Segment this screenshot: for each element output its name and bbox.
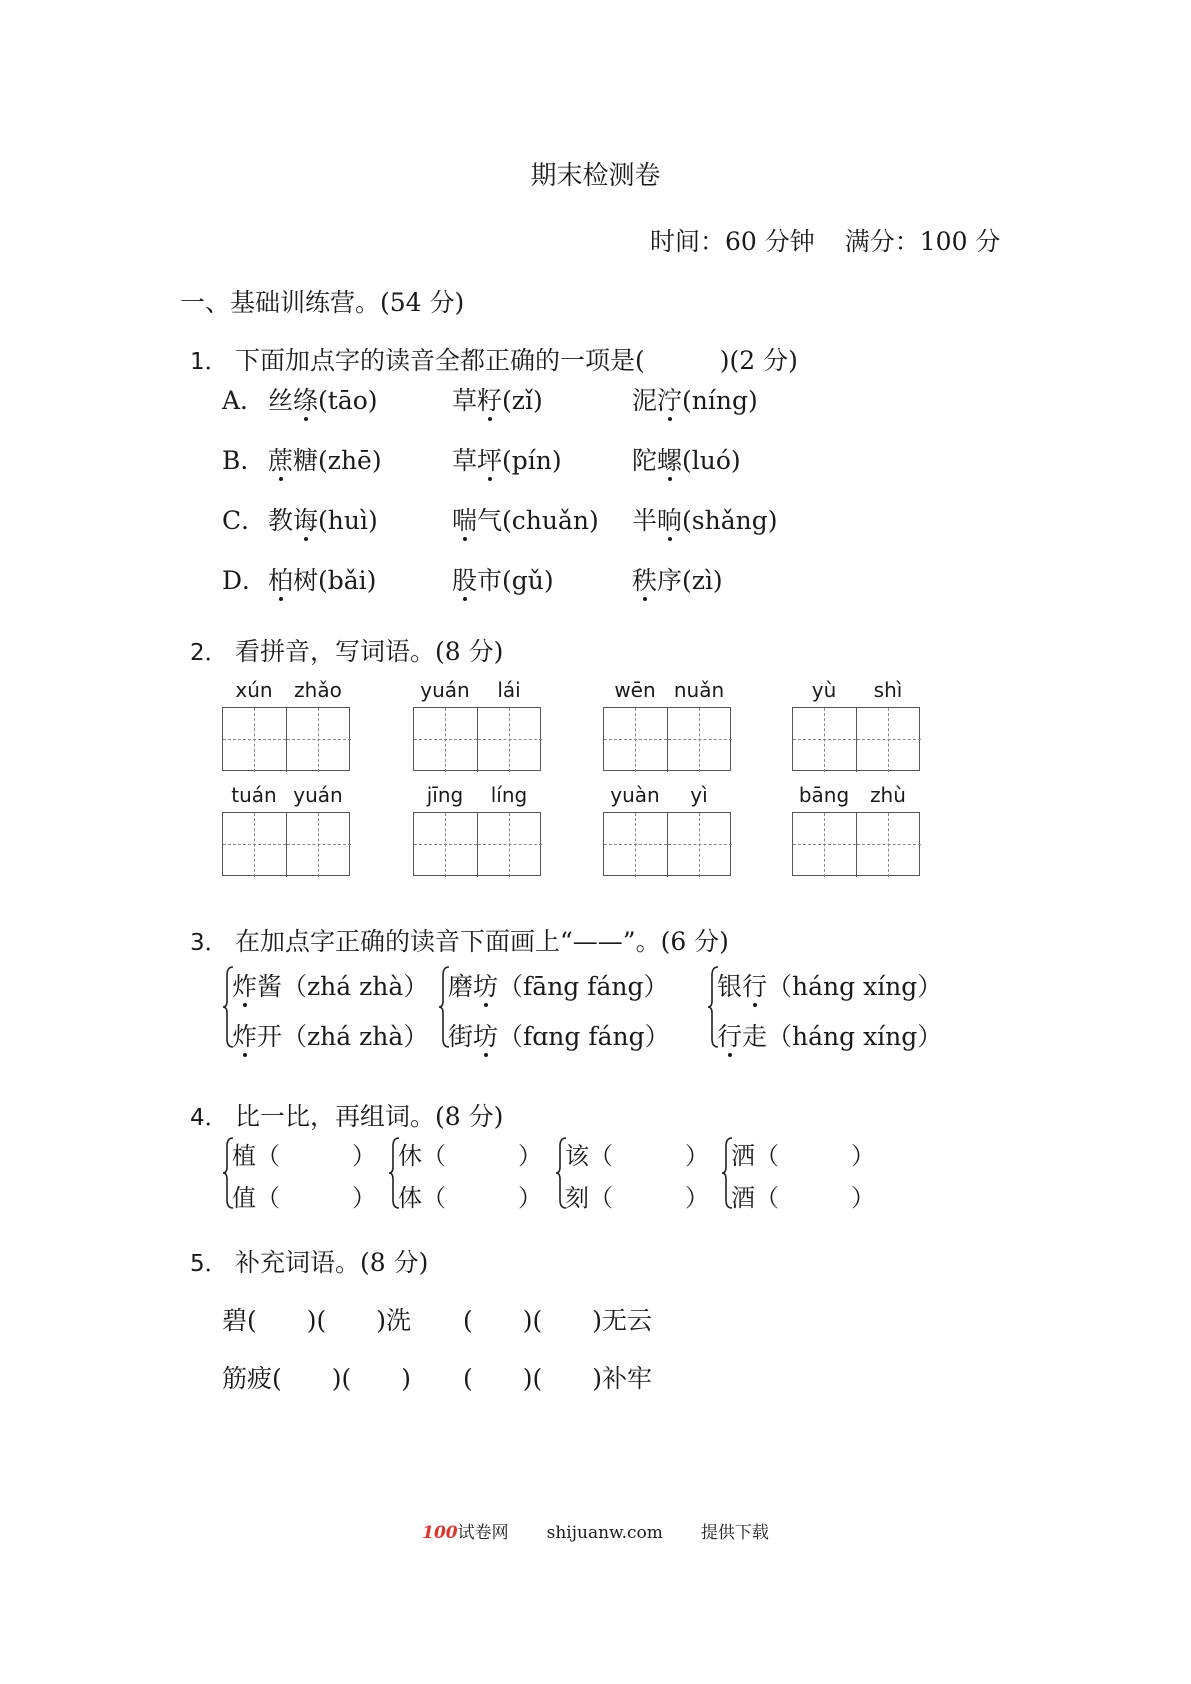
writing-grid[interactable] <box>792 707 920 771</box>
reading-item[interactable] <box>717 967 942 1003</box>
download-note: 提供下载 <box>700 1523 769 1543</box>
dotted-char: 绦 <box>293 386 319 415</box>
grid-cell[interactable] <box>287 708 351 772</box>
question-number: 3． <box>190 930 228 956</box>
grid-guide <box>824 708 825 772</box>
question-3 <box>190 922 729 958</box>
option-word <box>452 561 554 597</box>
word-text: (shǎng) <box>682 506 778 535</box>
grid-cell[interactable] <box>793 813 857 877</box>
exam-time: 时间：60 分钟 <box>650 227 815 256</box>
grid-guide <box>888 813 889 877</box>
pinyin-label: bāng <box>798 783 850 807</box>
word-text: （fāng fáng） <box>498 972 669 1001</box>
pinyin-label: nuǎn <box>673 678 725 702</box>
question-text: 补充词语。(8 分) <box>235 1248 429 1277</box>
word-text: 树(bǎi) <box>293 566 377 595</box>
question-text: 比一比，再组词。(8 分) <box>235 1102 504 1131</box>
grid-guide <box>699 708 700 772</box>
question-text: 看拼音，写词语。(8 分) <box>235 637 504 666</box>
word-text: 走（háng xíng） <box>742 1022 943 1051</box>
dotted-char: 喘 <box>452 506 478 535</box>
word-text: 街 <box>448 1022 474 1051</box>
grid-guide <box>888 708 889 772</box>
compare-item[interactable]: 酒（ ） <box>731 1184 875 1212</box>
grid-guide <box>699 813 700 877</box>
grid-guide <box>509 813 510 877</box>
option-label[interactable]: B． <box>222 446 266 475</box>
grid-guide <box>287 739 351 740</box>
grid-cell[interactable] <box>793 708 857 772</box>
grid-cell[interactable] <box>287 813 351 877</box>
pinyin-label: yuán <box>293 783 343 807</box>
grid-cell[interactable] <box>478 813 542 877</box>
dotted-char: 柏 <box>268 566 294 595</box>
word-text: 银 <box>717 972 743 1001</box>
dotted-char: 秩 <box>632 566 658 595</box>
dotted-char: 坪 <box>477 446 503 475</box>
word-text: （háng xíng） <box>767 972 943 1001</box>
word-text: 教 <box>268 506 294 535</box>
grid-guide <box>857 844 921 845</box>
dotted-char: 坊 <box>473 1022 499 1051</box>
dotted-char: 晌 <box>657 506 683 535</box>
dotted-char: 泞 <box>657 386 683 415</box>
grid-guide <box>445 708 446 772</box>
option-word <box>632 381 758 417</box>
grid-cell[interactable] <box>478 708 542 772</box>
question-2 <box>190 632 503 668</box>
writing-grid[interactable] <box>603 707 731 771</box>
grid-guide <box>287 844 351 845</box>
pinyin-label: wēn <box>614 678 656 702</box>
reading-item[interactable] <box>232 1017 428 1053</box>
pinyin-label: xún <box>235 678 273 702</box>
grid-guide <box>668 739 732 740</box>
word-text: 市(gǔ) <box>477 566 554 595</box>
grid-guide <box>635 708 636 772</box>
grid-guide <box>478 844 542 845</box>
grid-guide <box>254 708 255 772</box>
option-word <box>268 561 376 597</box>
pinyin-label: zhù <box>870 783 906 807</box>
word-text: 草 <box>452 446 478 475</box>
pinyin-label: líng <box>490 783 528 807</box>
question-text: 在加点字正确的读音下面画上“——”。(6 分) <box>235 927 729 956</box>
option-label[interactable]: D． <box>222 566 268 595</box>
pinyin-label: tuán <box>231 783 277 807</box>
idiom-blank[interactable]: 碧( )( )洗 <box>222 1306 412 1335</box>
dotted-char: 籽 <box>477 386 503 415</box>
writing-grid[interactable] <box>413 812 541 876</box>
compare-item[interactable]: 值（ ） <box>232 1184 376 1212</box>
dotted-char: 行 <box>742 972 768 1001</box>
idiom-blank[interactable]: ( )( )补牢 <box>463 1364 653 1393</box>
idiom-blank[interactable]: 筋疲( )( ) <box>222 1364 412 1393</box>
dotted-char: 坊 <box>473 972 499 1001</box>
option-word <box>452 381 543 417</box>
word-text: (huì) <box>318 506 378 535</box>
site-url[interactable]: shijuanw.com <box>546 1523 663 1543</box>
word-text: 酱（zhá zhà） <box>257 972 429 1001</box>
option-label[interactable]: C． <box>222 506 267 535</box>
exam-meta <box>650 222 1000 258</box>
grid-guide <box>254 813 255 877</box>
dotted-char: 诲 <box>293 506 319 535</box>
dotted-char: 炸 <box>232 1022 258 1051</box>
question-1 <box>190 341 798 377</box>
grid-guide <box>668 844 732 845</box>
option-word <box>452 441 562 477</box>
question-4 <box>190 1097 503 1133</box>
dotted-char: 股 <box>452 566 478 595</box>
dotted-char: 行 <box>717 1022 743 1051</box>
writing-grid[interactable] <box>603 812 731 876</box>
reading-item[interactable] <box>448 967 669 1003</box>
word-text: 糖(zhē) <box>293 446 382 475</box>
word-text: 陀 <box>632 446 658 475</box>
pinyin-label: shì <box>873 678 903 702</box>
pinyin-label: zhǎo <box>294 678 342 702</box>
word-text: 草 <box>452 386 478 415</box>
option-word <box>268 381 378 417</box>
option-word <box>632 441 741 477</box>
grid-cell[interactable] <box>604 708 668 772</box>
pinyin-label: jīng <box>426 783 464 807</box>
grid-cell[interactable] <box>414 708 478 772</box>
compare-item[interactable]: 休（ ） <box>398 1142 542 1170</box>
word-text: (níng) <box>682 386 758 415</box>
compare-item[interactable]: 洒（ ） <box>731 1142 875 1170</box>
word-text: （fɑng fáng） <box>498 1022 670 1051</box>
brand-logo: 100 <box>422 1523 458 1543</box>
question-text: 下面加点字的读音全都正确的一项是( )(2 分) <box>235 346 798 375</box>
question-number: 4． <box>190 1105 228 1131</box>
writing-grid[interactable] <box>222 707 350 771</box>
writing-grid[interactable] <box>413 707 541 771</box>
compare-item[interactable]: 刻（ ） <box>565 1184 709 1212</box>
word-text: (luó) <box>682 446 741 475</box>
writing-grid[interactable] <box>222 812 350 876</box>
word-text: 半 <box>632 506 658 535</box>
grid-guide <box>824 813 825 877</box>
question-number: 5． <box>190 1251 228 1277</box>
word-text: (zǐ) <box>502 386 543 415</box>
page-title: 期末检测卷 <box>530 161 661 191</box>
dotted-char: 蔗 <box>268 446 294 475</box>
grid-cell[interactable] <box>414 813 478 877</box>
pinyin-label: lái <box>497 678 521 702</box>
section-heading: 一、基础训练营。(54 分) <box>180 288 465 317</box>
grid-guide <box>857 739 921 740</box>
option-word <box>268 501 378 537</box>
option-label[interactable]: A． <box>222 386 266 415</box>
reading-item[interactable] <box>232 967 428 1003</box>
word-text: 气(chuǎn) <box>477 506 599 535</box>
grid-guide <box>445 813 446 877</box>
word-text: 开（zhá zhà） <box>257 1022 429 1051</box>
option-word <box>632 561 723 597</box>
word-text: 丝 <box>268 386 294 415</box>
word-text: (tāo) <box>318 386 378 415</box>
reading-item[interactable] <box>448 1017 670 1053</box>
footer <box>0 1518 1191 1543</box>
grid-guide <box>318 708 319 772</box>
option-word <box>268 441 382 477</box>
compare-item[interactable]: 该（ ） <box>565 1142 709 1170</box>
pinyin-label: yì <box>690 783 708 807</box>
compare-item[interactable]: 植（ ） <box>232 1142 376 1170</box>
word-text: 序(zì) <box>657 566 723 595</box>
dotted-char: 炸 <box>232 972 258 1001</box>
writing-grid[interactable] <box>792 812 920 876</box>
question-number: 2． <box>190 640 228 666</box>
grid-cell[interactable] <box>668 708 732 772</box>
brand-name: 试卷网 <box>457 1523 509 1543</box>
grid-cell[interactable] <box>857 813 921 877</box>
exam-score: 满分：100 分 <box>844 227 1001 256</box>
grid-cell[interactable] <box>223 708 287 772</box>
reading-item[interactable] <box>717 1017 942 1053</box>
grid-cell[interactable] <box>668 813 732 877</box>
word-text: 泥 <box>632 386 658 415</box>
compare-item[interactable]: 体（ ） <box>398 1184 542 1212</box>
dotted-char: 螺 <box>657 446 683 475</box>
grid-cell[interactable] <box>857 708 921 772</box>
grid-guide <box>509 708 510 772</box>
grid-cell[interactable] <box>604 813 668 877</box>
grid-guide <box>635 813 636 877</box>
word-text: 磨 <box>448 972 474 1001</box>
word-text: (pín) <box>502 446 562 475</box>
question-5 <box>190 1243 428 1279</box>
pinyin-label: yuán <box>420 678 470 702</box>
question-number: 1． <box>190 349 228 375</box>
idiom-blank[interactable]: ( )( )无云 <box>463 1306 653 1335</box>
pinyin-label: yuàn <box>610 783 660 807</box>
pinyin-label: yù <box>811 678 837 702</box>
grid-guide <box>318 813 319 877</box>
grid-cell[interactable] <box>223 813 287 877</box>
option-word <box>632 501 777 537</box>
grid-guide <box>478 739 542 740</box>
option-word <box>452 501 599 537</box>
